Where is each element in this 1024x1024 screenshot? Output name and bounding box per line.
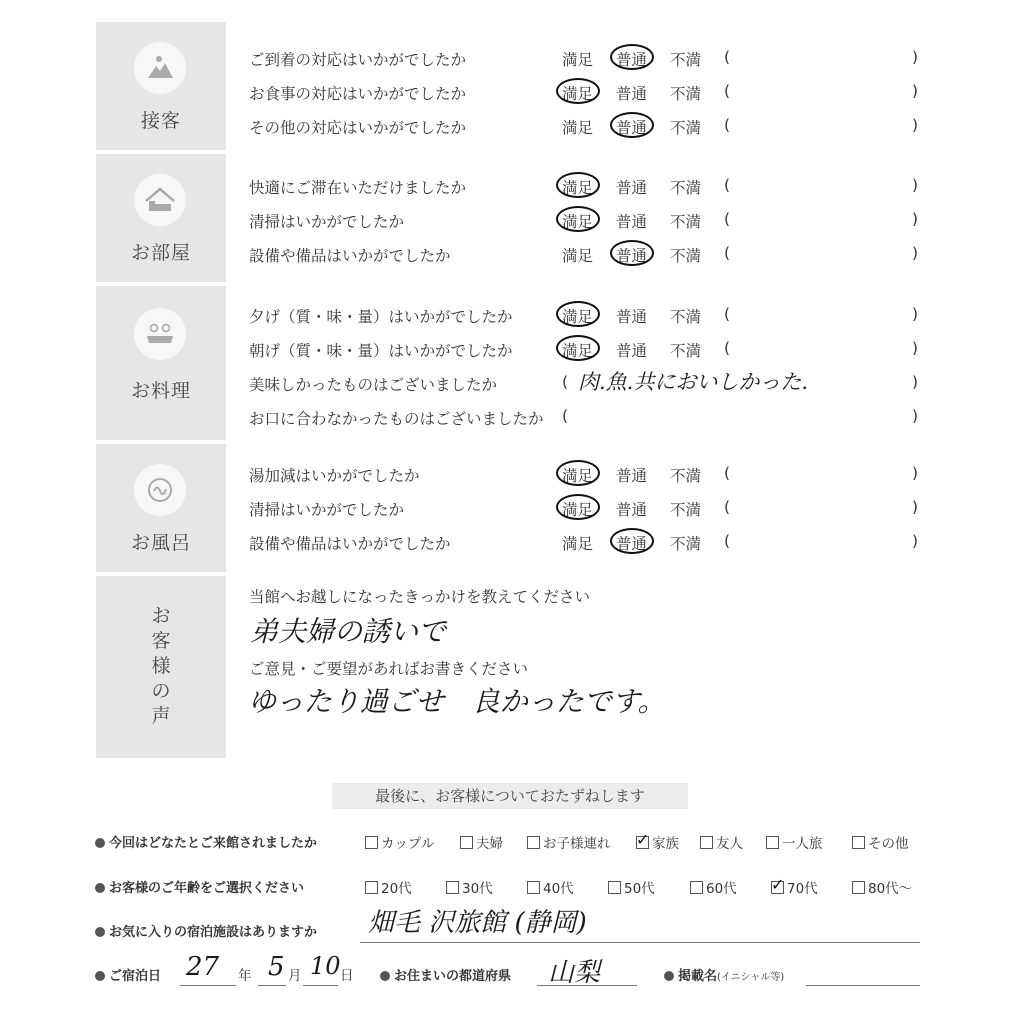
stay-day[interactable]: 10 [310,952,341,980]
bullet-icon [95,883,105,893]
checkbox-label: 80代〜 [868,881,913,897]
option-satisfied[interactable]: 満足 [562,247,594,265]
question-room-cleaning: 清掃はいかがでしたか [249,213,405,231]
house-icon [134,174,186,226]
checkbox-option[interactable] [608,877,655,897]
section-voice [96,576,226,758]
close-paren: ) [912,498,919,516]
checkbox-option[interactable] [365,832,434,852]
close-paren: ) [912,532,919,550]
selected-circle-mark [556,460,600,486]
option-unsatisfied[interactable]: 不満 [670,342,702,360]
option-satisfied[interactable]: 満足 [562,213,594,231]
voice-label-3: 様 [151,655,171,677]
checkbox-icon[interactable] [527,881,540,894]
open-paren: ( [562,373,569,391]
checkbox-option[interactable] [700,832,743,852]
day-unit: 日 [340,968,354,984]
question-other-service: その他の対応はいかがでしたか [249,119,467,137]
open-paren: ( [724,210,731,228]
open-paren: ( [724,176,731,194]
checkbox-icon[interactable] [852,836,865,849]
question-not-to-taste: お口に合わなかったものはございましたか [249,410,544,428]
selected-circle-mark [556,494,600,520]
close-paren: ) [912,176,919,194]
selected-circle-mark [610,240,654,266]
close-paren: ) [912,210,919,228]
option-unsatisfied[interactable]: 不満 [670,501,702,519]
option-unsatisfied[interactable]: 不満 [670,213,702,231]
selected-circle-mark [556,206,600,232]
checkbox-icon[interactable] [766,836,779,849]
section-label: お料理 [130,380,191,402]
checkbox-option[interactable] [636,832,679,852]
checkbox-icon[interactable] [446,881,459,894]
option-normal[interactable]: 普通 [616,535,648,553]
prefecture-answer[interactable]: 山梨 [548,958,601,988]
open-paren: ( [562,407,569,425]
checkbox-option[interactable] [527,877,574,897]
checkbox-label: 30代 [462,881,493,897]
month-underline [258,985,286,986]
checkbox-label: 友人 [716,836,743,852]
open-paren: ( [724,464,731,482]
checkbox-icon[interactable] [700,836,713,849]
month-unit: 月 [288,968,302,984]
option-normal[interactable]: 普通 [616,308,648,326]
voice-label-5: 声 [151,705,171,727]
checkbox-option[interactable] [766,832,823,852]
section-room [96,154,226,282]
bullet-icon [95,927,105,937]
section-label: お風呂 [130,532,191,554]
option-satisfied[interactable]: 満足 [562,501,594,519]
favorite-underline [360,942,920,943]
checkbox-label: 50代 [624,881,655,897]
selected-circle-mark [610,528,654,554]
prefecture-underline [537,985,637,986]
question-breakfast: 朝げ（質・味・量）はいかがでしたか [249,342,513,360]
close-paren: ) [912,116,919,134]
question-bath-temperature: 湯加減はいかがでしたか [249,467,420,485]
option-normal[interactable]: 普通 [616,467,648,485]
checkbox-option[interactable] [365,877,412,897]
selected-circle-mark [556,335,600,361]
checkbox-option[interactable] [460,832,503,852]
close-paren: ) [912,373,919,391]
option-satisfied[interactable]: 満足 [562,85,594,103]
checkbox-icon[interactable] [608,881,621,894]
open-paren: ( [724,48,731,66]
option-satisfied[interactable]: 満足 [562,179,594,197]
bullet-icon [664,971,674,981]
option-normal[interactable]: 普通 [616,213,648,231]
option-normal[interactable]: 普通 [616,247,648,265]
favorite-question: お気に入りの宿泊施設はありますか [95,921,317,940]
voice-answer-reason[interactable]: 弟夫婦の誘いで [250,615,447,648]
option-normal[interactable]: 普通 [616,119,648,137]
open-paren: ( [724,116,731,134]
stay-month[interactable]: 5 [268,952,285,982]
checkbox-label: 40代 [543,881,574,897]
checkbox-option[interactable] [771,877,818,897]
option-normal[interactable]: 普通 [616,501,648,519]
option-unsatisfied[interactable]: 不満 [670,247,702,265]
checkbox-icon[interactable] [365,881,378,894]
selected-circle-mark [556,78,600,104]
voice-label-4: の [151,680,171,702]
publication-label: 掲載名(イニシャル等) [664,965,784,984]
close-paren: ) [912,407,919,425]
option-unsatisfied[interactable]: 不満 [670,179,702,197]
option-satisfied[interactable]: 満足 [562,308,594,326]
option-unsatisfied[interactable]: 不満 [670,308,702,326]
option-normal[interactable]: 普通 [616,342,648,360]
question-room-equipment: 設備や備品はいかがでしたか [249,247,451,265]
checked-box-icon[interactable] [771,881,784,894]
close-paren: ) [912,464,919,482]
open-paren: ( [724,339,731,357]
open-paren: ( [724,244,731,262]
section-bath [96,444,226,572]
year-underline [180,985,236,986]
checkbox-icon[interactable] [460,836,473,849]
checkbox-icon[interactable] [690,881,703,894]
selected-circle-mark [610,44,654,70]
year-unit: 年 [238,968,252,984]
section-service [96,22,226,150]
question-bath-cleaning: 清掃はいかがでしたか [249,501,405,519]
option-satisfied[interactable]: 満足 [562,535,594,553]
voice-answer-opinion[interactable]: ゆったり過ごせ 良かったです。 [248,685,666,718]
option-normal[interactable]: 普通 [616,179,648,197]
checkbox-label: その他 [868,836,909,852]
option-normal[interactable]: 普通 [616,85,648,103]
bullet-icon [380,971,390,981]
checkbox-icon[interactable] [527,836,540,849]
checkbox-option[interactable] [527,832,611,852]
option-unsatisfied[interactable]: 不満 [670,51,702,69]
checked-box-icon[interactable] [636,836,649,849]
open-paren: ( [724,305,731,323]
prefecture-label: お住まいの都道府県 [380,965,511,984]
bullet-icon [95,971,105,981]
section-label: お部屋 [130,242,191,264]
day-underline [303,985,338,986]
option-unsatisfied[interactable]: 不満 [670,467,702,485]
question-delicious: 美味しかったものはございましたか [249,376,498,394]
option-satisfied[interactable]: 満足 [562,51,594,69]
hot-spring-icon [134,464,186,516]
checkbox-label: 60代 [706,881,737,897]
question-dinner: 夕げ（質・味・量）はいかがでしたか [249,308,513,326]
question-meal-service: お食事の対応はいかがでしたか [249,85,467,103]
publication-underline [806,985,920,986]
stay-date-label: ご宿泊日 [95,965,161,984]
voice-label-1: お [151,605,171,627]
age-question: お客様のご年齢をご選択ください [95,877,304,896]
stay-year[interactable]: 27 [186,952,220,982]
checkbox-icon[interactable] [852,881,865,894]
checkbox-option[interactable] [690,877,737,897]
close-paren: ) [912,82,919,100]
close-paren: ) [912,339,919,357]
checkbox-label: カップル [381,836,435,852]
section-cuisine [96,286,226,440]
option-satisfied[interactable]: 満足 [562,342,594,360]
option-unsatisfied[interactable]: 不満 [670,535,702,553]
checkbox-option[interactable] [852,832,909,852]
mountain-icon [134,42,186,94]
option-satisfied[interactable]: 満足 [562,119,594,137]
checkbox-label: 20代 [381,881,412,897]
selected-circle-mark [556,301,600,327]
checkbox-icon[interactable] [365,836,378,849]
close-paren: ) [912,244,919,262]
open-paren: ( [724,532,731,550]
option-normal[interactable]: 普通 [616,51,648,69]
checkbox-label: 一人旅 [782,836,823,852]
question-bath-equipment: 設備や備品はいかがでしたか [249,535,451,553]
question-arrival: ご到着の対応はいかがでしたか [249,51,467,69]
open-paren: ( [724,498,731,516]
bullet-icon [95,838,105,848]
favorite-answer[interactable]: 畑毛 沢旅館 (静岡) [368,908,587,938]
checkbox-label: 家族 [652,836,679,852]
option-unsatisfied[interactable]: 不満 [670,85,702,103]
option-unsatisfied[interactable]: 不満 [670,119,702,137]
voice-question-reason: 当館へお越しになったきっかけを教えてください [249,588,591,606]
question-comfort: 快適にご滞在いただけましたか [249,179,467,197]
open-paren: ( [724,82,731,100]
close-paren: ) [912,305,919,323]
companion-question: 今回はどなたとご来館されましたか [95,832,317,851]
voice-label-2: 客 [151,630,171,652]
bottom-title: 最後に、お客様についておたずねします [332,783,688,809]
checkbox-label: 70代 [787,881,818,897]
checkbox-option[interactable] [446,877,493,897]
checkbox-label: お子様連れ [543,836,611,852]
section-label: 接客 [140,110,181,132]
dish-icon [134,308,186,360]
delicious-answer[interactable]: 肉.魚.共においしかった. [578,370,809,394]
checkbox-option[interactable] [852,877,912,897]
selected-circle-mark [556,172,600,198]
selected-circle-mark [610,112,654,138]
close-paren: ) [912,48,919,66]
checkbox-label: 夫婦 [476,836,503,852]
option-satisfied[interactable]: 満足 [562,467,594,485]
voice-question-opinion: ご意見・ご要望があればお書きください [249,660,529,678]
